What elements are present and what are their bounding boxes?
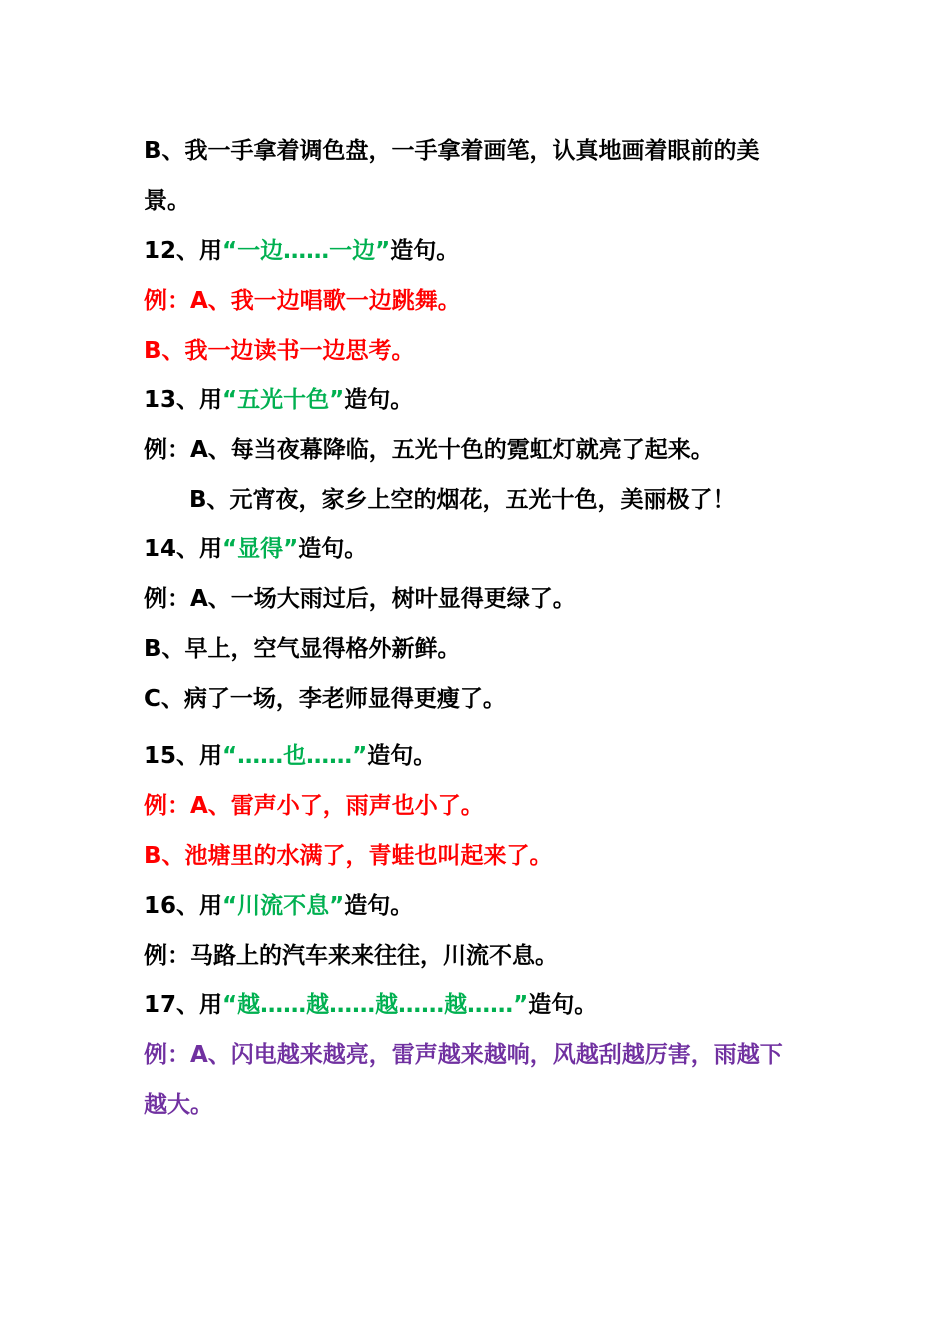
example-line bbox=[144, 577, 824, 621]
question-term: “川流不息” bbox=[222, 893, 345, 919]
example-line bbox=[189, 478, 869, 522]
example-line bbox=[144, 627, 824, 671]
answer-b-continuation: 景。 bbox=[144, 188, 190, 214]
example-a-text: 例：A、雷声小了，雨声也小了。 bbox=[144, 793, 484, 819]
question-term: “越……越……越……越……” bbox=[222, 992, 529, 1018]
example-b-text: B、早上，空气显得格外新鲜。 bbox=[144, 636, 461, 662]
question-12 bbox=[144, 229, 824, 273]
question-14 bbox=[144, 527, 824, 571]
example-c-text: C、病了一场，李老师显得更瘦了。 bbox=[144, 686, 506, 712]
question-number: 12、用 bbox=[144, 238, 223, 264]
question-term: “五光十色” bbox=[222, 387, 345, 413]
example-a-text: 例：A、闪电越来越亮，雷声越来越响，风越刮越厉害，雨越下 bbox=[144, 1042, 783, 1068]
question-17 bbox=[144, 983, 824, 1027]
example-line bbox=[144, 834, 824, 878]
answer-b-text: B、我一手拿着调色盘，一手拿着画笔，认真地画着眼前的美 bbox=[144, 138, 760, 164]
question-number: 14、用 bbox=[144, 536, 223, 562]
example-line bbox=[144, 1083, 824, 1127]
question-15 bbox=[144, 734, 824, 778]
example-b-text: B、元宵夜，家乡上空的烟花，五光十色，美丽极了！ bbox=[189, 487, 736, 513]
example-a-continuation: 越大。 bbox=[144, 1092, 213, 1118]
text-line bbox=[144, 179, 824, 223]
example-line bbox=[144, 1033, 824, 1077]
question-term: “……也……” bbox=[222, 743, 368, 769]
example-a-text: 例：A、每当夜幕降临，五光十色的霓虹灯就亮了起来。 bbox=[144, 437, 714, 463]
example-line bbox=[144, 279, 824, 323]
example-line bbox=[144, 428, 824, 472]
text-line bbox=[144, 129, 824, 173]
question-number: 13、用 bbox=[144, 387, 223, 413]
question-number: 16、用 bbox=[144, 893, 223, 919]
question-16 bbox=[144, 884, 824, 928]
question-instruction: 造句。 bbox=[298, 536, 368, 562]
question-instruction: 造句。 bbox=[344, 387, 414, 413]
example-text: 例：马路上的汽车来来往往，川流不息。 bbox=[144, 943, 558, 969]
question-number: 17、用 bbox=[144, 992, 223, 1018]
question-instruction: 造句。 bbox=[390, 238, 460, 264]
example-line bbox=[144, 934, 824, 978]
example-b-text: B、池塘里的水满了，青蛙也叫起来了。 bbox=[144, 843, 553, 869]
question-number: 15、用 bbox=[144, 743, 223, 769]
question-instruction: 造句。 bbox=[344, 893, 414, 919]
example-a-text: 例：A、我一边唱歌一边跳舞。 bbox=[144, 288, 461, 314]
question-term: “一边……一边” bbox=[222, 238, 391, 264]
example-line bbox=[144, 329, 824, 373]
example-line bbox=[144, 677, 824, 721]
question-term: “显得” bbox=[222, 536, 299, 562]
example-b-text: B、我一边读书一边思考。 bbox=[144, 338, 415, 364]
example-a-text: 例：A、一场大雨过后，树叶显得更绿了。 bbox=[144, 586, 576, 612]
example-line bbox=[144, 784, 824, 828]
question-13 bbox=[144, 378, 824, 422]
question-instruction: 造句。 bbox=[367, 743, 437, 769]
question-instruction: 造句。 bbox=[528, 992, 598, 1018]
